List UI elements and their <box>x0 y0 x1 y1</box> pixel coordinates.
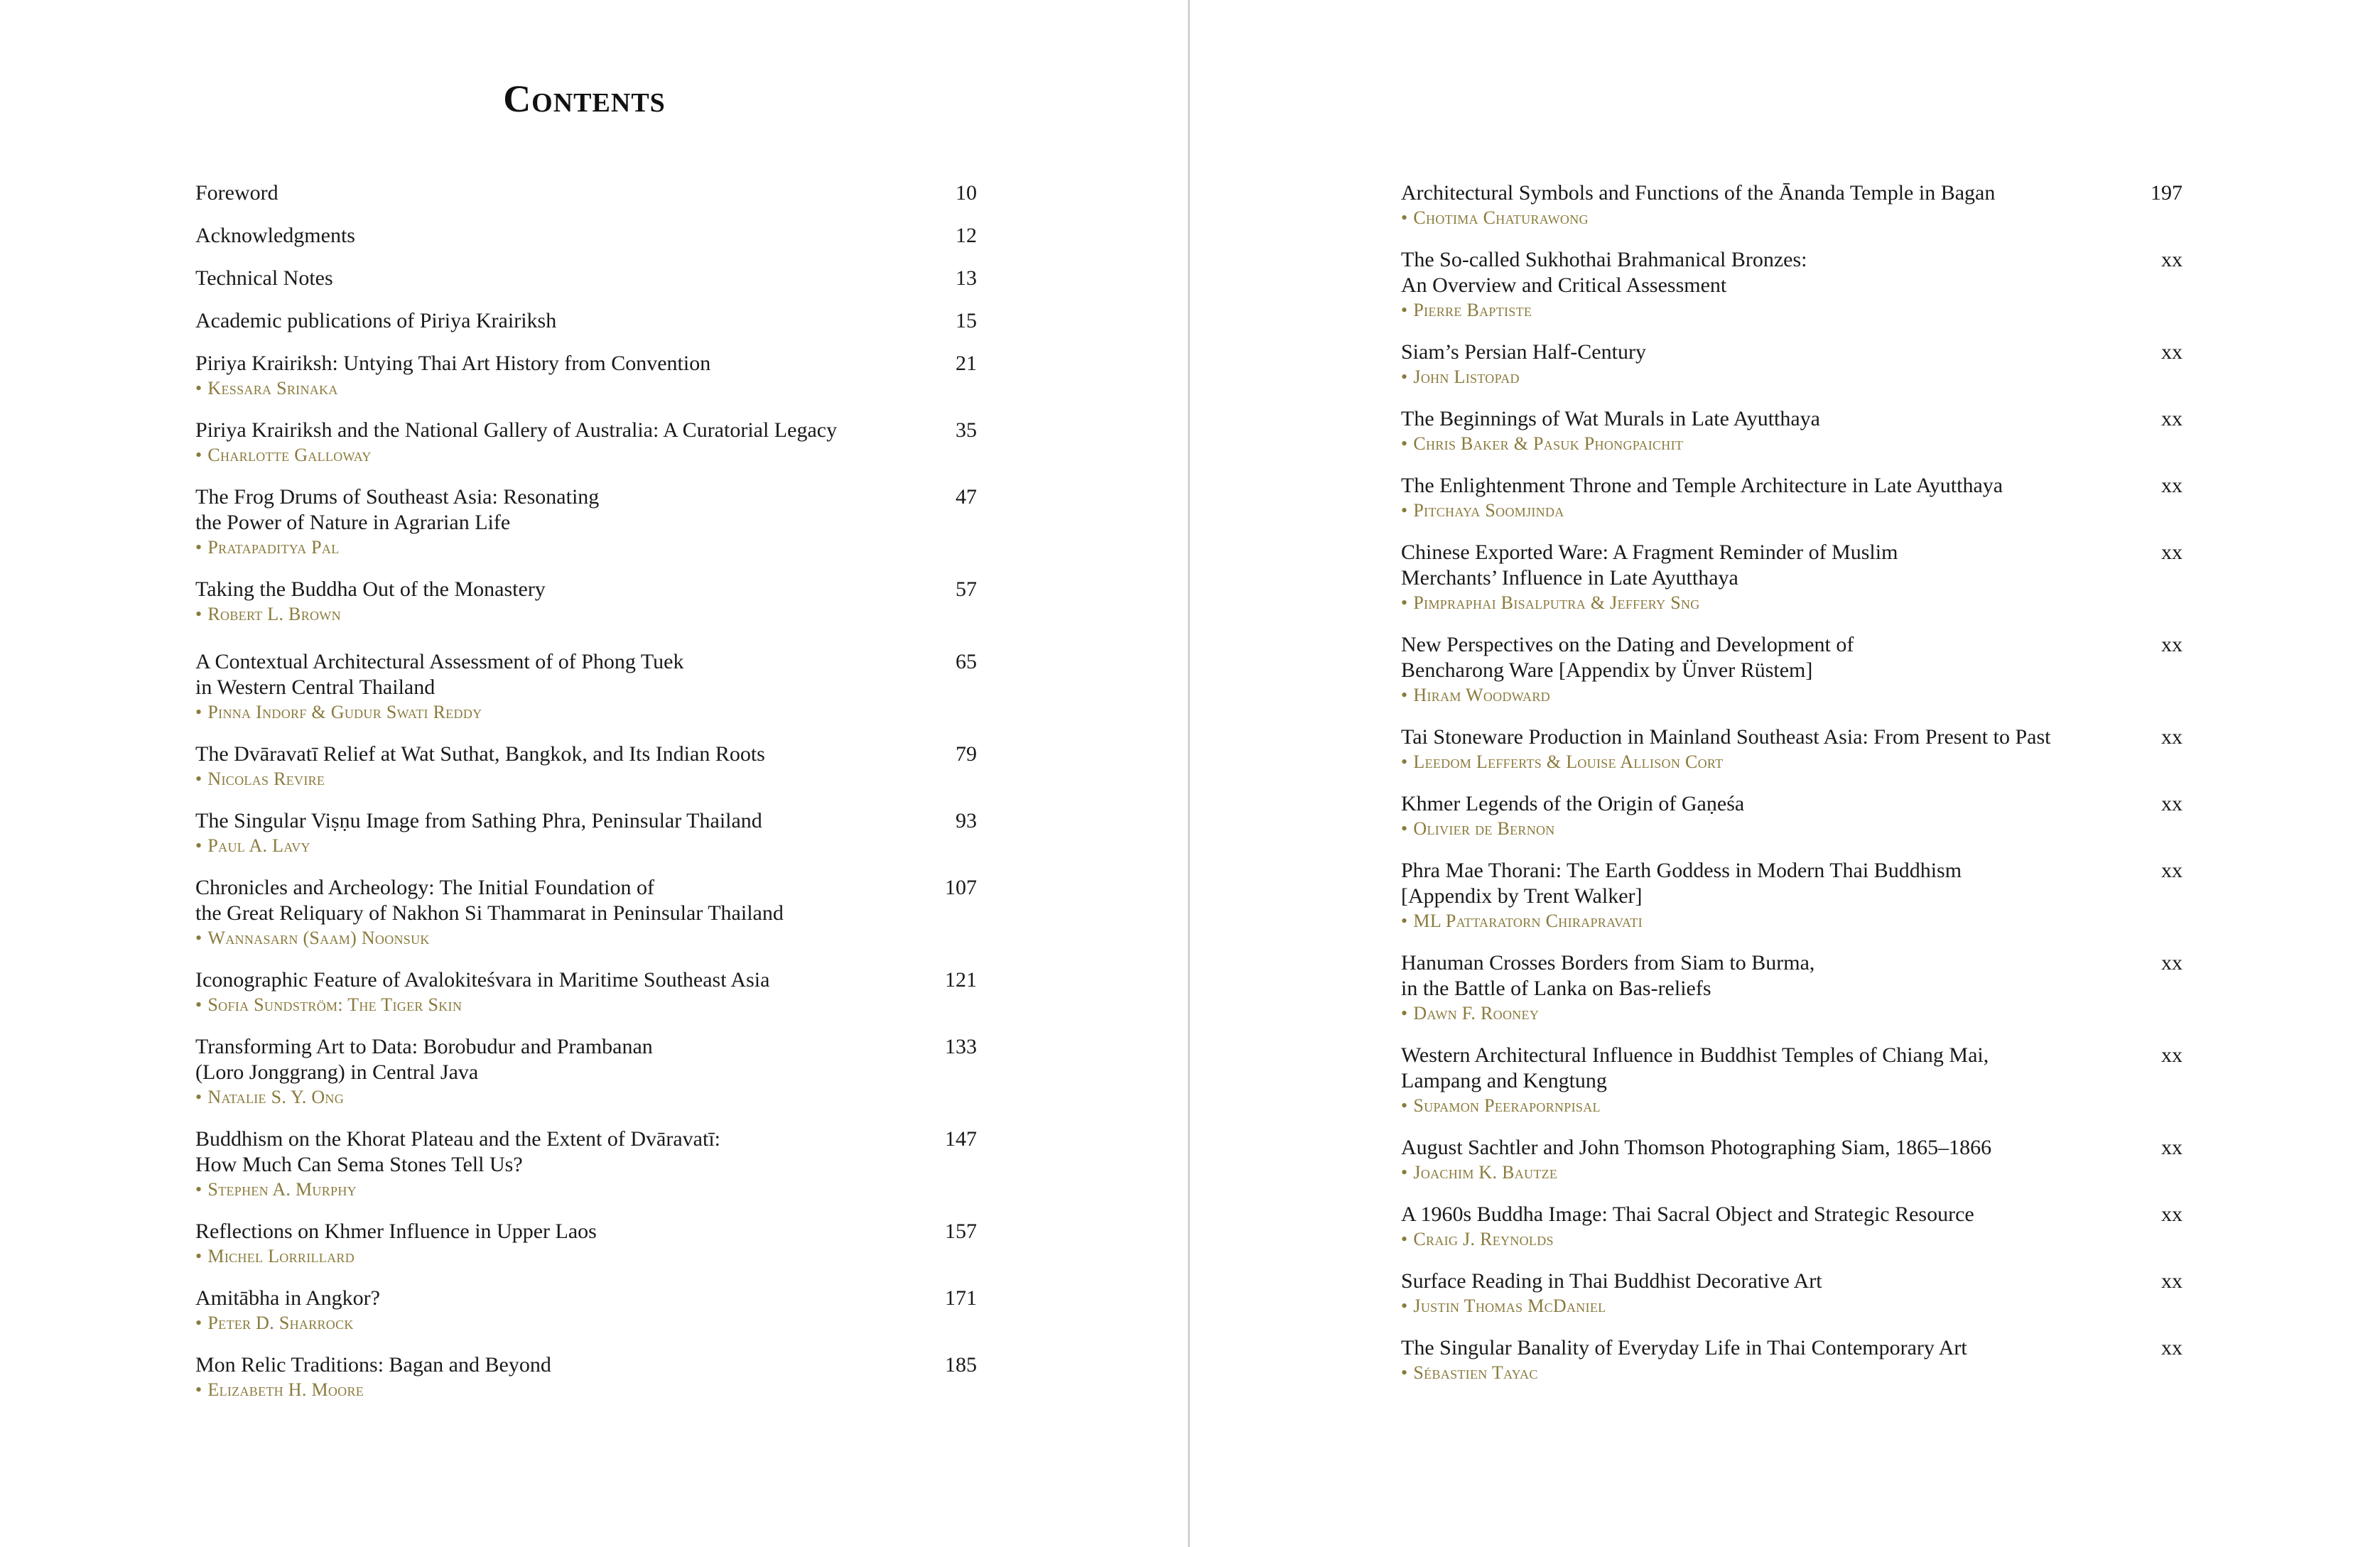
entry-title: The Beginnings of Wat Murals in Late Ayutthaya <box>1401 407 1820 430</box>
bullet-icon: • <box>195 928 202 948</box>
entry-author <box>1401 1227 2182 1252</box>
contents-entry <box>195 223 977 249</box>
entry-title: Foreword <box>195 181 278 205</box>
bullet-icon: • <box>1401 207 1408 228</box>
bullet-icon: • <box>195 378 202 398</box>
author-name: Peter D. Sharrock <box>207 1313 354 1333</box>
entry-author <box>1401 1161 2182 1185</box>
author-name: Chotima Chaturawong <box>1413 207 1589 228</box>
entry-author <box>195 1178 977 1202</box>
author-name: Supamon Peerapornpisal <box>1413 1095 1601 1116</box>
author-name: Pimpraphai Bisalputra & Jeffery Sng <box>1413 592 1700 613</box>
page-number: xx <box>2161 1136 2182 1159</box>
contents-entry <box>1401 632 2182 707</box>
entry-title: Technical Notes <box>195 266 333 290</box>
bullet-icon: • <box>195 769 202 789</box>
entry-author <box>1401 1002 2182 1026</box>
contents-entry <box>195 266 977 291</box>
entry-title: Mon Relic Traditions: Bagan and Beyond <box>195 1353 551 1377</box>
contents-entry <box>195 308 977 334</box>
entry-title: The Singular Viṣṇu Image from Sathing Phra, Peninsular Thailand <box>195 809 762 832</box>
author-name: Joachim K. Bautze <box>1413 1162 1558 1183</box>
page-number: xx <box>2161 859 2182 882</box>
entry-title: Iconographic Feature of Avalokiteśvara in Maritime Southeast Asia <box>195 968 770 992</box>
contents-entry <box>1401 340 2182 389</box>
contents-entry <box>1401 1335 2182 1385</box>
page-number: 13 <box>956 266 977 290</box>
page-number: 12 <box>956 224 977 247</box>
author-name: Hiram Woodward <box>1413 685 1550 705</box>
bullet-icon: • <box>1401 751 1408 772</box>
entry-title: Hanuman Crosses Borders from Siam to Burma, in the Battle of Lanka on Bas-reliefs <box>1401 951 1815 1000</box>
entry-title: The Dvāravatī Relief at Wat Suthat, Bangkok, and Its Indian Roots <box>195 742 765 766</box>
page-number: 171 <box>945 1286 977 1310</box>
contents-entry <box>1401 950 2182 1026</box>
entry-author <box>195 700 977 724</box>
contents-entry <box>195 742 977 791</box>
entry-author <box>195 993 977 1017</box>
entry-title: Chinese Exported Ware: A Fragment Reminder of Muslim Merchants’ Influence in Late Ayutthaya <box>1401 541 1898 590</box>
contents-entry <box>195 418 977 467</box>
entry-author <box>195 443 977 467</box>
page-number: 93 <box>956 809 977 832</box>
entry-title: Taking the Buddha Out of the Monastery <box>195 577 546 601</box>
entry-author <box>1401 909 2182 933</box>
author-name: Natalie S. Y. Ong <box>207 1087 345 1107</box>
bullet-icon: • <box>195 537 202 558</box>
entry-title: Surface Reading in Thai Buddhist Decorative Art <box>1401 1269 1822 1293</box>
entry-author <box>195 1311 977 1335</box>
page-number: xx <box>2161 951 2182 975</box>
author-name: Pierre Baptiste <box>1413 300 1532 320</box>
entry-author <box>195 1085 977 1109</box>
entry-author <box>195 376 977 401</box>
entry-author <box>195 767 977 791</box>
entry-title: The So-called Sukhothai Brahmanical Bronzes: An Overview and Critical Assessment <box>1401 248 1807 297</box>
bullet-icon: • <box>195 1179 202 1200</box>
bullet-icon: • <box>1401 433 1408 454</box>
entry-title: A Contextual Architectural Assessment of of Phong Tuek in Western Central Thailand <box>195 650 684 699</box>
entry-title: Khmer Legends of the Origin of Gaṇeśa <box>1401 792 1745 815</box>
entry-title: The Enlightenment Throne and Temple Architecture in Late Ayutthaya <box>1401 474 2003 497</box>
entry-author <box>195 602 977 626</box>
entry-title: Amitābha in Angkor? <box>195 1286 380 1310</box>
author-name: Dawn F. Rooney <box>1413 1003 1540 1024</box>
page-number: 35 <box>956 418 977 442</box>
page-number: xx <box>2161 725 2182 749</box>
entry-title: The Frog Drums of Southeast Asia: Resonating the Power of Nature in Agrarian Life <box>195 485 600 534</box>
entry-title: The Singular Banality of Everyday Life in Thai Contemporary Art <box>1401 1336 1967 1359</box>
entry-author <box>1401 499 2182 523</box>
page-number: 57 <box>956 577 977 601</box>
entry-author <box>1401 817 2182 841</box>
entry-author <box>195 536 977 560</box>
bullet-icon: • <box>195 1246 202 1266</box>
entry-author <box>1401 1294 2182 1318</box>
page-number: xx <box>2161 1203 2182 1226</box>
page-number: 185 <box>945 1353 977 1377</box>
bullet-icon: • <box>1401 685 1408 705</box>
entry-author <box>1401 750 2182 774</box>
contents-entry <box>195 1286 977 1335</box>
contents-entry <box>195 808 977 858</box>
author-name: Pratapaditya Pal <box>207 537 340 558</box>
contents-entry <box>1401 540 2182 615</box>
entry-title: Acknowledgments <box>195 224 355 247</box>
page-gutter <box>1188 0 1190 1547</box>
contents-entry <box>1401 724 2182 774</box>
entry-title: Transforming Art to Data: Borobudur and Prambanan (Loro Jonggrang) in Central Java <box>195 1035 653 1084</box>
entry-author <box>1401 1361 2182 1385</box>
author-name: Charlotte Galloway <box>207 445 372 465</box>
author-name: Michel Lorrillard <box>207 1246 355 1266</box>
bullet-icon: • <box>1401 367 1408 387</box>
contents-entry <box>1401 1202 2182 1252</box>
entry-title: Architectural Symbols and Functions of the Ānanda Temple in Bagan <box>1401 181 1996 205</box>
author-name: Olivier de Bernon <box>1413 818 1555 839</box>
author-name: Sébastien Tayac <box>1413 1362 1538 1383</box>
bullet-icon: • <box>1401 500 1408 521</box>
author-name: Sofia Sundström: The Tiger Skin <box>207 994 463 1015</box>
entry-author <box>195 926 977 950</box>
page-number: 121 <box>945 968 977 992</box>
bullet-icon: • <box>1401 1229 1408 1249</box>
bullet-icon: • <box>195 445 202 465</box>
page-number: xx <box>2161 541 2182 564</box>
entry-title: Reflections on Khmer Influence in Upper Laos <box>195 1220 597 1243</box>
author-name: Stephen A. Murphy <box>207 1179 357 1200</box>
bullet-icon: • <box>195 702 202 722</box>
contents-entry <box>195 180 977 206</box>
entry-title: Piriya Krairiksh and the National Gallery of Australia: A Curatorial Legacy <box>195 418 838 442</box>
author-name: Elizabeth H. Moore <box>207 1379 364 1400</box>
page-number: xx <box>2161 340 2182 364</box>
contents-entry <box>1401 858 2182 933</box>
entry-author <box>1401 365 2182 389</box>
entry-title: A 1960s Buddha Image: Thai Sacral Object and Strategic Resource <box>1401 1203 1974 1226</box>
bullet-icon: • <box>195 994 202 1015</box>
bullet-icon: • <box>1401 1003 1408 1024</box>
bullet-icon: • <box>1401 300 1408 320</box>
entry-author <box>195 1244 977 1269</box>
entry-author <box>1401 591 2182 615</box>
contents-entry <box>1401 1135 2182 1185</box>
page-number: xx <box>2161 1336 2182 1359</box>
bullet-icon: • <box>195 1313 202 1333</box>
author-name: Pitchaya Soomjinda <box>1413 500 1564 521</box>
entry-author <box>195 1378 977 1402</box>
entry-title: Tai Stoneware Production in Mainland Southeast Asia: From Present to Past <box>1401 725 2051 749</box>
page-number: xx <box>2161 407 2182 430</box>
contents-entry <box>1401 473 2182 523</box>
page-number: 197 <box>2151 181 2182 205</box>
bullet-icon: • <box>1401 911 1408 931</box>
author-name: Justin Thomas McDaniel <box>1413 1296 1606 1316</box>
page-number: 10 <box>956 181 977 205</box>
contents-entry <box>1401 406 2182 456</box>
bullet-icon: • <box>1401 592 1408 613</box>
author-name: Chris Baker & Pasuk Phongpaichit <box>1413 433 1684 454</box>
entry-title: Siam’s Persian Half-Century <box>1401 340 1646 364</box>
page-number: 47 <box>956 485 977 509</box>
contents-entry <box>195 967 977 1017</box>
contents-entry <box>195 351 977 401</box>
page-number: 15 <box>956 309 977 332</box>
bullet-icon: • <box>195 1087 202 1107</box>
bullet-icon: • <box>1401 818 1408 839</box>
contents-column-left <box>195 180 977 1402</box>
entry-author <box>1401 206 2182 230</box>
author-name: Nicolas Revire <box>207 769 325 789</box>
page-number: 21 <box>956 352 977 375</box>
contents-entry <box>195 1034 977 1109</box>
page-number: 65 <box>956 650 977 673</box>
contents-entry <box>1401 1269 2182 1318</box>
contents-entry <box>195 1352 977 1402</box>
contents-entry <box>195 1219 977 1269</box>
page-number: 133 <box>945 1035 977 1058</box>
contents-entry <box>1401 180 2182 230</box>
contents-entry <box>195 649 977 724</box>
entry-author <box>1401 432 2182 456</box>
contents-entry <box>195 484 977 560</box>
bullet-icon: • <box>195 604 202 624</box>
bullet-icon: • <box>195 835 202 856</box>
author-name: Kessara Srinaka <box>207 378 338 398</box>
contents-entry <box>1401 1043 2182 1118</box>
page-number: xx <box>2161 248 2182 271</box>
page-number: 157 <box>945 1220 977 1243</box>
page-title: Contents <box>503 77 666 120</box>
entry-title: New Perspectives on the Dating and Development of Bencharong Ware [Appendix by Ünver Rüstem] <box>1401 633 1854 682</box>
page-number: xx <box>2161 633 2182 656</box>
bullet-icon: • <box>1401 1095 1408 1116</box>
author-name: Leedom Lefferts & Louise Allison Cort <box>1413 751 1724 772</box>
entry-author <box>1401 1094 2182 1118</box>
entry-title: Phra Mae Thorani: The Earth Goddess in Modern Thai Buddhism [Appendix by Trent Walker] <box>1401 859 1962 908</box>
page-number: xx <box>2161 1043 2182 1067</box>
author-name: Pinna Indorf & Gudur Swati Reddy <box>207 702 482 722</box>
entry-author <box>195 834 977 858</box>
author-name: John Listopad <box>1413 367 1520 387</box>
bullet-icon: • <box>1401 1362 1408 1383</box>
contents-entry <box>195 1127 977 1202</box>
contents-entry <box>1401 247 2182 322</box>
page-number: 147 <box>945 1127 977 1151</box>
entry-title: Buddhism on the Khorat Plateau and the Extent of Dvāravatī: How Much Can Sema Stones Tell Us? <box>195 1127 720 1176</box>
author-name: Craig J. Reynolds <box>1413 1229 1554 1249</box>
entry-author <box>1401 683 2182 707</box>
author-name: Paul A. Lavy <box>207 835 310 856</box>
entry-title: Western Architectural Influence in Buddhist Temples of Chiang Mai, Lampang and Kengtung <box>1401 1043 1989 1092</box>
bullet-icon: • <box>1401 1296 1408 1316</box>
author-name: Wannasarn (Saam) Noonsuk <box>207 928 430 948</box>
page-number: xx <box>2161 474 2182 497</box>
entry-title: August Sachtler and John Thomson Photographing Siam, 1865–1866 <box>1401 1136 1992 1159</box>
entry-author <box>1401 298 2182 322</box>
entry-title: Chronicles and Archeology: The Initial Foundation of the Great Reliquary of Nakhon Si Thammarat in Peninsular Thailand <box>195 876 784 925</box>
page-number: 107 <box>945 876 977 899</box>
entry-title: Academic publications of Piriya Krairiksh <box>195 309 557 332</box>
bullet-icon: • <box>1401 1162 1408 1183</box>
author-name: Robert L. Brown <box>207 604 341 624</box>
contents-entry <box>195 875 977 950</box>
contents-entry <box>1401 791 2182 841</box>
entry-title: Piriya Krairiksh: Untying Thai Art History from Convention <box>195 352 711 375</box>
page-number: xx <box>2161 792 2182 815</box>
contents-column-right <box>1401 180 2182 1385</box>
page-number: xx <box>2161 1269 2182 1293</box>
author-name: ML Pattaratorn Chirapravati <box>1413 911 1643 931</box>
page-number: 79 <box>956 742 977 766</box>
bullet-icon: • <box>195 1379 202 1400</box>
contents-entry <box>195 577 977 626</box>
